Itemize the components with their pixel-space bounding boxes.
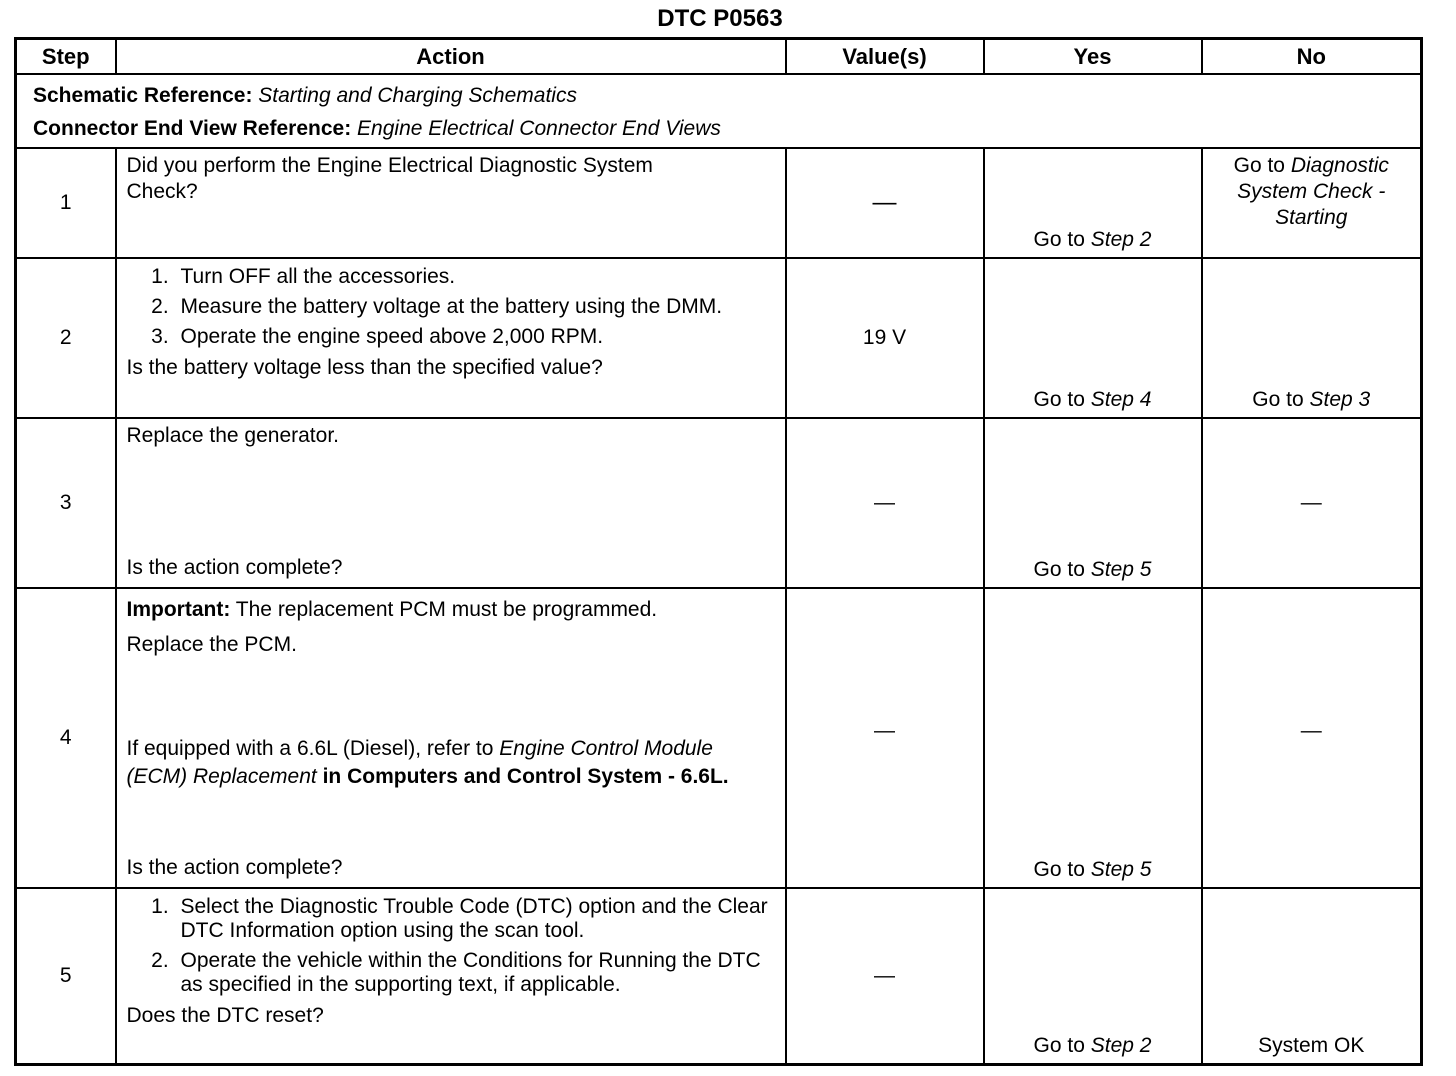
dtc-table xyxy=(14,37,1423,1066)
schematic-reference xyxy=(33,79,1404,112)
value-text: — xyxy=(874,963,895,987)
yes-goto[interactable] xyxy=(985,227,1201,257)
action-cell xyxy=(116,888,786,1064)
step-number: 5 xyxy=(16,888,116,1064)
reference-row xyxy=(16,74,1422,148)
connector-reference xyxy=(33,112,1404,145)
yes-goto-ref: Step 2 xyxy=(1090,1033,1152,1057)
header-no: No xyxy=(1202,39,1422,75)
step-number: 1 xyxy=(16,148,116,258)
action-question: Is the action complete? xyxy=(126,856,343,879)
yes-goto-ref: Step 4 xyxy=(1090,388,1152,411)
header-yes: Yes xyxy=(984,39,1202,75)
header-row xyxy=(16,39,1422,75)
header-action: Action xyxy=(116,39,786,75)
yes-cell xyxy=(984,418,1202,588)
schematic-reference-link[interactable]: Starting and Charging Schematics xyxy=(258,84,577,107)
yes-goto-ref: Step 5 xyxy=(1090,858,1152,881)
diesel-note xyxy=(117,735,755,791)
yes-cell xyxy=(984,258,1202,418)
action-cell xyxy=(116,418,786,588)
no-goto-prefix: Go to xyxy=(1233,154,1285,177)
important-label: Important: xyxy=(126,598,231,621)
yes-goto-prefix: Go to xyxy=(1033,858,1085,881)
no-goto[interactable] xyxy=(1203,153,1421,231)
yes-cell xyxy=(984,148,1202,258)
action-cell xyxy=(116,258,786,418)
value-text: 19 V xyxy=(862,326,907,349)
value-text: — xyxy=(872,189,897,216)
action-text: Replace the generator. xyxy=(126,424,339,447)
value-text: — xyxy=(874,491,895,514)
value-cell xyxy=(786,258,984,418)
connector-reference-label: Connector End View Reference: xyxy=(33,117,352,140)
value-cell xyxy=(786,888,984,1064)
action-text: Did you perform the Engine Electrical Diagnostic System Check? xyxy=(126,154,653,203)
list-item: 3. Operate the engine speed above 2,000 RPM. xyxy=(175,325,725,349)
no-goto-prefix: Go to xyxy=(1252,388,1304,411)
step-number: 2 xyxy=(16,258,116,418)
header-values: Value(s) xyxy=(786,39,984,75)
table-row xyxy=(16,258,1422,418)
list-item: 2. Measure the battery voltage at the battery using the DMM. xyxy=(175,295,725,319)
step-number: 4 xyxy=(16,588,116,888)
no-value: — xyxy=(1300,491,1322,514)
value-cell xyxy=(786,148,984,258)
header-step: Step xyxy=(16,39,116,75)
reference-cell xyxy=(16,74,1422,148)
no-cell xyxy=(1202,418,1422,588)
no-value: System OK xyxy=(1258,1033,1365,1057)
note-reference-link[interactable]: Engine Control Module (ECM) Replacement xyxy=(126,737,713,788)
connector-reference-link[interactable]: Engine Electrical Connector End Views xyxy=(357,117,721,140)
no-goto-ref: Step 3 xyxy=(1309,388,1371,411)
yes-goto[interactable] xyxy=(985,1033,1201,1063)
action-question: Is the action complete? xyxy=(126,556,343,579)
value-cell xyxy=(786,588,984,888)
list-item: 2. Operate the vehicle within the Conditions for Running the DTC as specified in the supporting text, if applicable. xyxy=(175,949,777,997)
schematic-reference-label: Schematic Reference: xyxy=(33,84,253,107)
yes-goto-prefix: Go to xyxy=(1033,388,1085,411)
note-suffix: in Computers and Control System - 6.6L. xyxy=(322,765,729,788)
no-goto[interactable] xyxy=(1203,387,1421,417)
action-text: Replace the PCM. xyxy=(126,633,297,656)
page-title: DTC P0563 xyxy=(657,5,783,32)
no-value: — xyxy=(1300,719,1322,742)
table-row xyxy=(16,888,1422,1064)
step-number: 3 xyxy=(16,418,116,588)
action-steps-list xyxy=(117,265,725,349)
note-prefix: If equipped with a 6.6L (Diesel), refer to xyxy=(126,737,494,760)
action-question: Is the battery voltage less than the specified value? xyxy=(126,356,603,379)
yes-cell xyxy=(984,588,1202,888)
yes-goto-ref: Step 5 xyxy=(1090,558,1152,581)
yes-goto[interactable] xyxy=(985,387,1201,417)
action-steps-list xyxy=(117,895,777,997)
yes-goto-prefix: Go to xyxy=(1033,228,1085,251)
yes-goto[interactable] xyxy=(985,857,1201,887)
yes-cell xyxy=(984,888,1202,1064)
list-item: 1. Turn OFF all the accessories. xyxy=(175,265,725,289)
yes-goto[interactable] xyxy=(985,557,1201,587)
important-text: The replacement PCM must be programmed. xyxy=(235,598,658,621)
no-cell xyxy=(1202,588,1422,888)
list-item: 1. Select the Diagnostic Trouble Code (DTC) option and the Clear DTC Information option using the scan tool. xyxy=(175,895,777,943)
no-goto-ref: Diagnostic System Check - Starting xyxy=(1237,154,1389,229)
table-row xyxy=(16,148,1422,258)
yes-goto-ref: Step 2 xyxy=(1090,228,1152,251)
action-cell xyxy=(116,588,786,888)
action-question: Does the DTC reset? xyxy=(126,1004,324,1027)
no-cell xyxy=(1202,148,1422,258)
value-cell xyxy=(786,418,984,588)
table-row xyxy=(16,418,1422,588)
important-note xyxy=(117,589,785,630)
no-cell xyxy=(1202,258,1422,418)
value-text: — xyxy=(874,719,895,742)
action-cell xyxy=(116,148,786,258)
table-row xyxy=(16,588,1422,888)
no-cell xyxy=(1202,888,1422,1064)
yes-goto-prefix: Go to xyxy=(1033,558,1085,581)
yes-goto-prefix: Go to xyxy=(1033,1033,1085,1057)
